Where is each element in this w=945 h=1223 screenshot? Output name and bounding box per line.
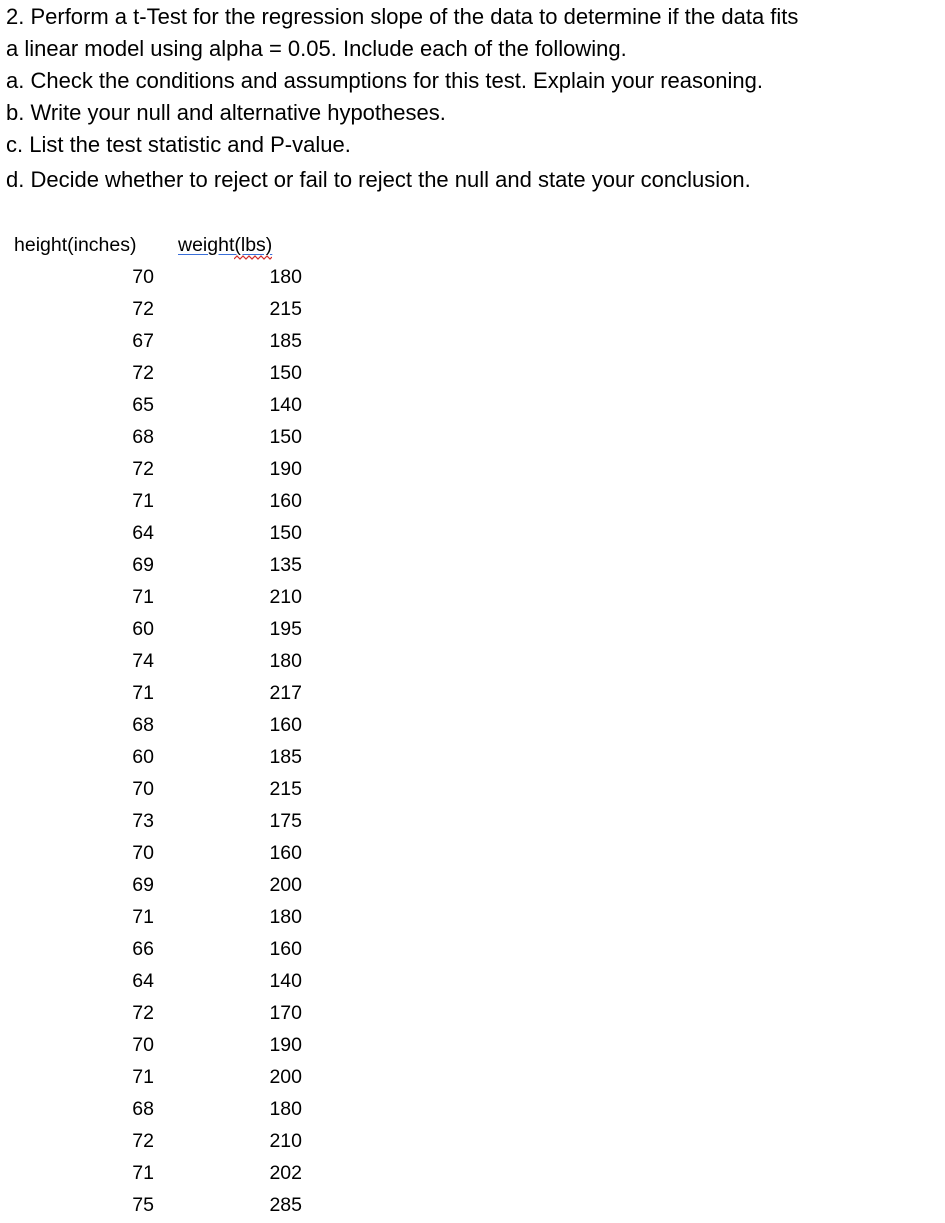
cell-height: 64: [132, 522, 154, 544]
cell-height: 60: [132, 746, 154, 768]
table-row: [14, 613, 302, 645]
cell-weight: 170: [269, 1002, 302, 1024]
cell-height: 72: [132, 298, 154, 320]
cell-weight: 195: [269, 618, 302, 640]
cell-weight: 175: [269, 810, 302, 832]
header-weight-text: weight(lbs): [178, 234, 273, 256]
cell-weight: 160: [269, 490, 302, 512]
header-height: height(inches): [14, 234, 137, 256]
table-row: [14, 645, 302, 677]
table-row: [14, 357, 302, 389]
header-weight-label: [178, 229, 272, 261]
cell-height: 75: [132, 1194, 154, 1216]
table-row: [14, 677, 302, 709]
cell-weight: 150: [269, 522, 302, 544]
cell-weight: 185: [269, 746, 302, 768]
question-line-1: 2. Perform a t-Test for the regression slope of the data to determine if the data fits: [6, 4, 799, 29]
spellcheck-squiggle-icon: [234, 255, 272, 260]
cell-weight: 217: [269, 682, 302, 704]
cell-weight: 160: [269, 938, 302, 960]
table-row: [14, 581, 302, 613]
table-header-row: [14, 229, 302, 261]
table-row: [14, 773, 302, 805]
cell-height: 72: [132, 458, 154, 480]
cell-height: 68: [132, 1098, 154, 1120]
table-body: [14, 261, 302, 1221]
header-weight: [178, 229, 302, 261]
cell-weight: 180: [269, 906, 302, 928]
table-row: [14, 901, 302, 933]
question-text: [6, 0, 941, 196]
table-row: [14, 1189, 302, 1221]
table-row: [14, 261, 302, 293]
cell-weight: 215: [269, 298, 302, 320]
table-row: [14, 741, 302, 773]
cell-height: 70: [132, 842, 154, 864]
cell-height: 73: [132, 810, 154, 832]
table-row: [14, 1093, 302, 1125]
cell-weight: 185: [269, 330, 302, 352]
table-row: [14, 837, 302, 869]
cell-weight: 180: [269, 266, 302, 288]
cell-weight: 285: [269, 1194, 302, 1216]
cell-height: 70: [132, 266, 154, 288]
question-item-d: d. Decide whether to reject or fail to reject the null and state your conclusion.: [6, 167, 751, 192]
cell-height: 71: [132, 586, 154, 608]
cell-height: 70: [132, 1034, 154, 1056]
cell-weight: 160: [269, 714, 302, 736]
table-row: [14, 1061, 302, 1093]
cell-height: 70: [132, 778, 154, 800]
table-row: [14, 709, 302, 741]
cell-weight: 210: [269, 1130, 302, 1152]
cell-height: 65: [132, 394, 154, 416]
cell-weight: 135: [269, 554, 302, 576]
cell-weight: 190: [269, 458, 302, 480]
table-row: [14, 453, 302, 485]
cell-weight: 150: [269, 362, 302, 384]
cell-weight: 215: [269, 778, 302, 800]
table-row: [14, 965, 302, 997]
cell-height: 71: [132, 682, 154, 704]
cell-height: 74: [132, 650, 154, 672]
table-row: [14, 805, 302, 837]
data-table: [14, 229, 302, 1221]
table-row: [14, 293, 302, 325]
cell-height: 68: [132, 714, 154, 736]
cell-height: 71: [132, 906, 154, 928]
cell-height: 68: [132, 426, 154, 448]
cell-height: 66: [132, 938, 154, 960]
cell-height: 72: [132, 1130, 154, 1152]
table-row: [14, 869, 302, 901]
cell-height: 67: [132, 330, 154, 352]
table-row: [14, 933, 302, 965]
table-row: [14, 485, 302, 517]
cell-weight: 140: [269, 394, 302, 416]
cell-weight: 140: [269, 970, 302, 992]
table-row: [14, 1125, 302, 1157]
cell-weight: 200: [269, 1066, 302, 1088]
question-line-2: a linear model using alpha = 0.05. Include each of the following.: [6, 36, 627, 61]
cell-height: 72: [132, 1002, 154, 1024]
cell-height: 71: [132, 1066, 154, 1088]
question-item-c: c. List the test statistic and P-value.: [6, 132, 351, 157]
cell-height: 71: [132, 1162, 154, 1184]
cell-height: 69: [132, 554, 154, 576]
cell-weight: 202: [269, 1162, 302, 1184]
question-item-a: a. Check the conditions and assumptions for this test. Explain your reasoning.: [6, 68, 763, 93]
table-row: [14, 1029, 302, 1061]
cell-weight: 150: [269, 426, 302, 448]
table-row: [14, 549, 302, 581]
table-row: [14, 389, 302, 421]
cell-weight: 160: [269, 842, 302, 864]
cell-height: 64: [132, 970, 154, 992]
table-row: [14, 325, 302, 357]
cell-weight: 190: [269, 1034, 302, 1056]
cell-height: 71: [132, 490, 154, 512]
cell-weight: 180: [269, 1098, 302, 1120]
question-item-b: b. Write your null and alternative hypotheses.: [6, 100, 446, 125]
cell-height: 72: [132, 362, 154, 384]
cell-height: 69: [132, 874, 154, 896]
cell-weight: 180: [269, 650, 302, 672]
cell-weight: 200: [269, 874, 302, 896]
table-row: [14, 517, 302, 549]
table-row: [14, 421, 302, 453]
cell-height: 60: [132, 618, 154, 640]
table-row: [14, 1157, 302, 1189]
table-row: [14, 997, 302, 1029]
cell-weight: 210: [269, 586, 302, 608]
